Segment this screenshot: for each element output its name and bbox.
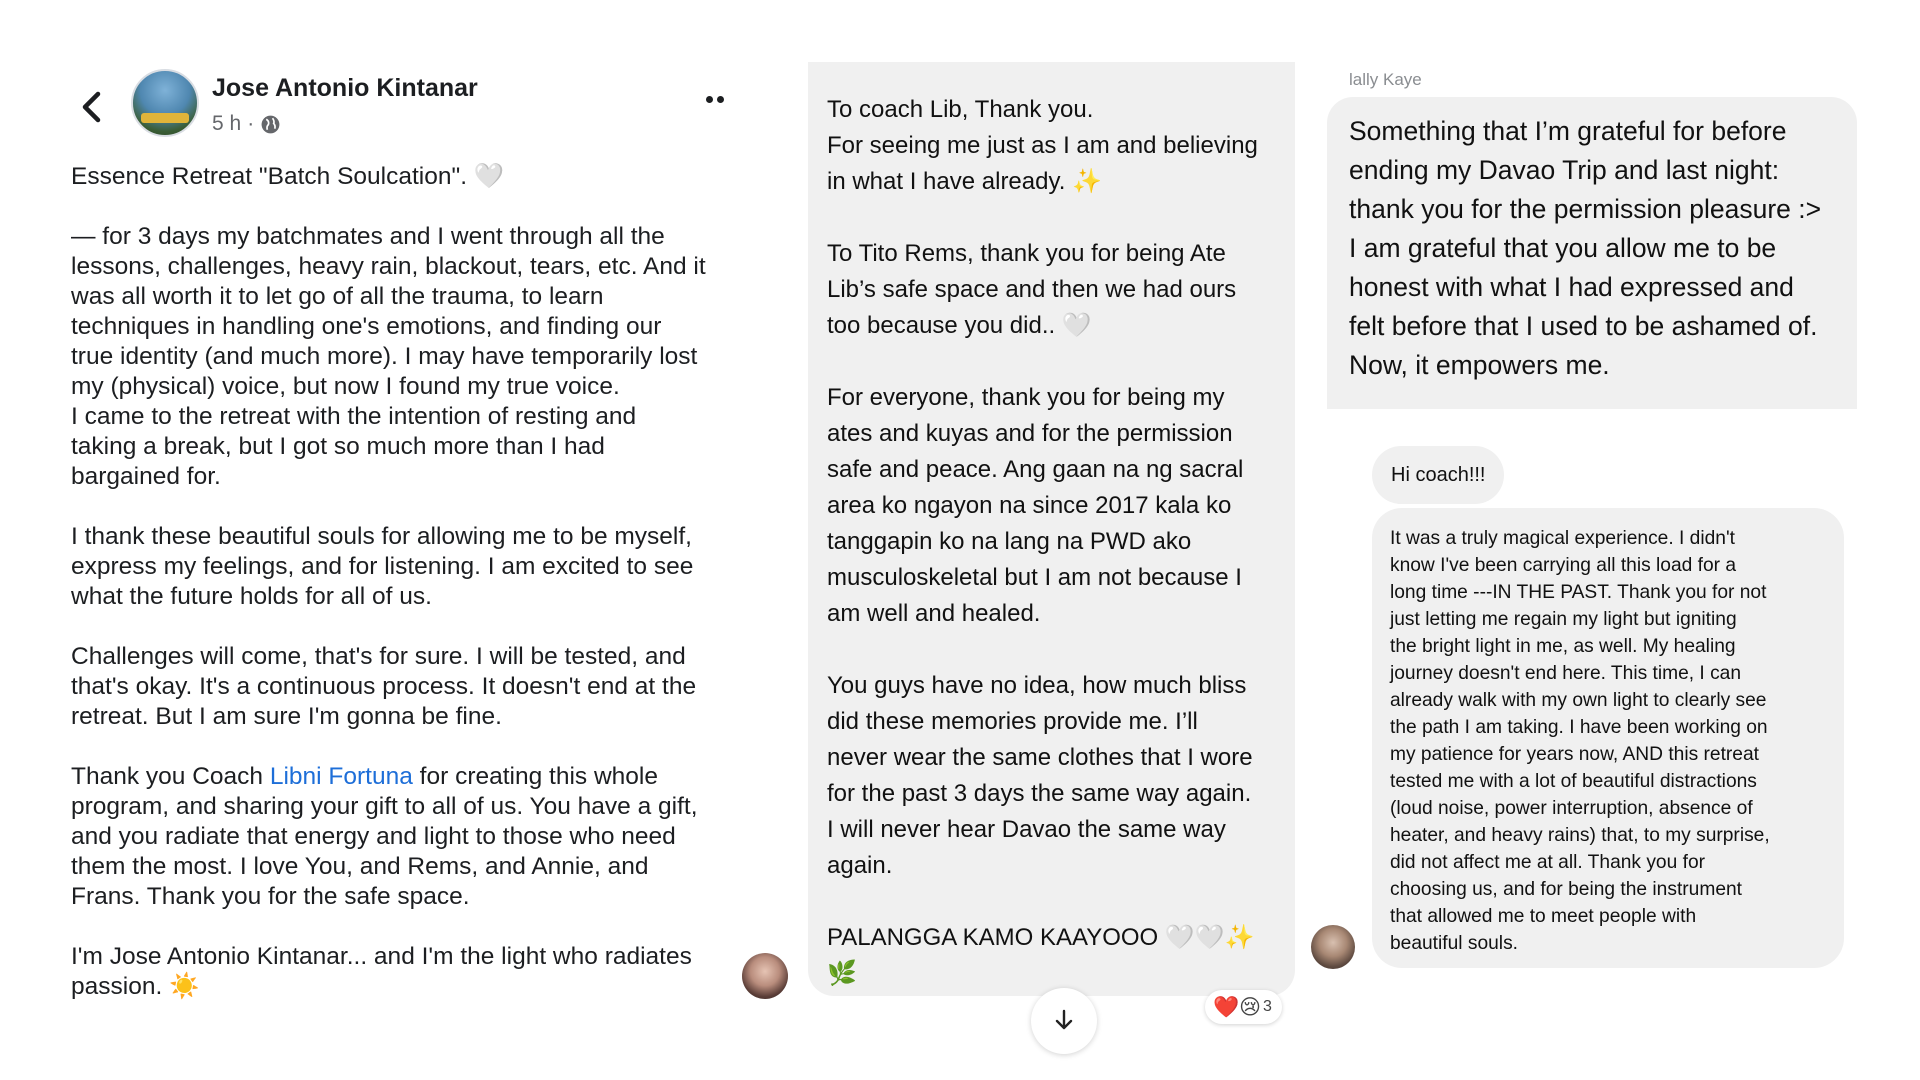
text-line: was all worth it to let go of all the trauma, to learn [71,283,604,310]
text-line: just letting me regain my light but igniting [1390,609,1737,630]
text-line: 🌿 [827,960,857,987]
post-paragraph [71,162,737,192]
message-paragraph [827,920,1282,992]
post-body [71,162,737,1032]
text-line: my patience for years now, AND this retreat [1390,744,1759,765]
reactions-badge[interactable] [1205,990,1282,1024]
text-line: (loud noise, power interruption, absence of [1390,798,1753,819]
text-line: did not affect me at all. Thank you for [1390,852,1706,873]
text-line: the bright light in me, as well. My healing [1390,636,1736,657]
text-line: For everyone, thank you for being my [827,384,1225,411]
text-line: Frans. Thank you for the safe space. [71,883,470,910]
message-text [1390,525,1770,957]
text-line: Challenges will come, that's for sure. I will be tested, and [71,643,686,670]
text-line: never wear the same clothes that I wore [827,744,1253,771]
post-paragraph [71,642,737,732]
text-line: the path I am taking. I have been working on [1390,717,1768,738]
text-line: in what I have already. ✨ [827,168,1102,195]
text-line: long time ---IN THE PAST. Thank you for not [1390,582,1767,603]
text-line: tanggapin ko na lang na PWD ako [827,528,1192,555]
text-line: tested me with a lot of beautiful distractions [1390,771,1757,792]
text-line: ates and kuyas and for the permission [827,420,1233,447]
message-bubble-experience[interactable] [1372,508,1844,968]
text-line: musculoskeletal but I am not because I [827,564,1242,591]
text-line: Something that I’m grateful for before [1349,116,1787,146]
text-line: know I've been carrying all this load for a [1390,555,1737,576]
post-paragraph [71,222,737,492]
text-line: To Tito Rems, thank you for being Ate [827,240,1226,267]
message-paragraph [827,236,1282,344]
message-paragraph [827,380,1282,632]
message-paragraph [827,668,1282,884]
message-bubble-grateful[interactable] [1327,97,1857,409]
text-line: express my feelings, and for listening. I am excited to see [71,553,694,580]
text-line: Now, it empowers me. [1349,350,1610,380]
text-line: that allowed me to meet people with [1390,906,1697,927]
author-name[interactable]: Jose Antonio Kintanar [212,74,478,102]
text-line: To coach Lib, Thank you. [827,96,1094,123]
post-paragraph [71,942,737,1002]
post-time[interactable]: 5 h [212,112,242,135]
sender-avatar[interactable] [1311,925,1355,969]
post-paragraph [71,522,737,612]
text-line: already walk with my own light to clearly see [1390,690,1767,711]
text-line: heater, and heavy rains) that, to my surprise, [1390,825,1770,846]
message-bubble-greeting[interactable]: Hi coach!!! [1372,446,1504,504]
text-line: for creating this whole [412,763,658,790]
text-line: and you radiate that energy and light to those who need [71,823,676,850]
text-line: I thank these beautiful souls for allowing me to be myself, [71,523,692,550]
text-line: ending my Davao Trip and last night: [1349,155,1780,185]
text-line: For seeing me just as I am and believing [827,132,1258,159]
text-line: area ko ngayon na since 2017 kala ko [827,492,1232,519]
message-bubble-thanks[interactable] [808,62,1295,996]
text-line: passion. ☀️ [71,973,200,1000]
text-line: I am grateful that you allow me to be [1349,233,1777,263]
text-line: beautiful souls. [1390,933,1518,954]
arrow-down-icon [1052,1008,1076,1032]
globe-icon [260,114,281,135]
text-line: I will never hear Davao the same way [827,816,1226,843]
text-line: honest with what I had expressed and [1349,272,1794,302]
message-text [827,92,1282,1028]
text-line: techniques in handling one's emotions, and finding our [71,313,662,340]
text-line: did these memories provide me. I’ll [827,708,1198,735]
text-line: thank you for the permission pleasure :> [1349,194,1822,224]
text-line: safe and peace. Ang gaan na ng sacral [827,456,1244,483]
commenter-avatar[interactable] [742,953,788,999]
message-paragraph [827,92,1282,200]
meta-separator: · [247,112,255,135]
text-line: my (physical) voice, but now I found my true voice. [71,373,620,400]
text-line: I'm Jose Antonio Kintanar... and I'm the light who radiates [71,943,692,970]
text-line: what the future holds for all of us. [71,583,432,610]
text-line: felt before that I used to be ashamed of. [1349,311,1818,341]
text-line: journey doesn't end here. This time, I can [1390,663,1742,684]
text-line: that's okay. It's a continuous process. It doesn't end at the [71,673,697,700]
text-line: bargained for. [71,463,221,490]
text-line: PALANGGA KAMO KAAYOOO 🤍🤍✨ [827,924,1255,951]
text-line: It was a truly magical experience. I didn't [1390,528,1735,549]
author-avatar[interactable] [131,69,199,137]
text-line: taking a break, but I got so much more than I had [71,433,605,460]
text-line: program, and sharing your gift to all of us. You have a gift, [71,793,698,820]
reaction-emojis: ❤️😢 [1213,995,1262,1019]
text-line: Lib’s safe space and then we had ours [827,276,1237,303]
facebook-post [0,0,790,1080]
scroll-down-button[interactable] [1031,988,1097,1054]
text-line: Essence Retreat "Batch Soulcation". 🤍 [71,163,505,190]
text-line: them the most. I love You, and Rems, and Annie, and [71,853,649,880]
post-paragraph [71,762,737,912]
text-line: — for 3 days my batchmates and I went through all the [71,223,665,250]
back-arrow-icon[interactable] [72,86,114,128]
text-line: too because you did.. 🤍 [827,312,1092,339]
text-line: for the past 3 days the same way again. [827,780,1252,807]
post-meta [212,112,281,136]
text-line: am well and healed. [827,600,1041,627]
text-line: again. [827,852,893,879]
more-options-icon[interactable] [706,96,724,103]
text-line: true identity (and much more). I may have temporarily lost [71,343,698,370]
reaction-count: 3 [1263,998,1272,1015]
mention-link[interactable]: Libni Fortuna [269,763,413,790]
text-line: lessons, challenges, heavy rain, blackout, tears, etc. And it [71,253,706,280]
text-line: choosing us, and for being the instrument [1390,879,1742,900]
sender-name: lally Kaye [1349,70,1422,89]
text-line: I came to the retreat with the intention of resting and [71,403,637,430]
text-line: Thank you Coach [71,763,270,790]
text-line: You guys have no idea, how much bliss [827,672,1247,699]
text-line: retreat. But I am sure I'm gonna be fine. [71,703,502,730]
message-text [1349,112,1821,385]
